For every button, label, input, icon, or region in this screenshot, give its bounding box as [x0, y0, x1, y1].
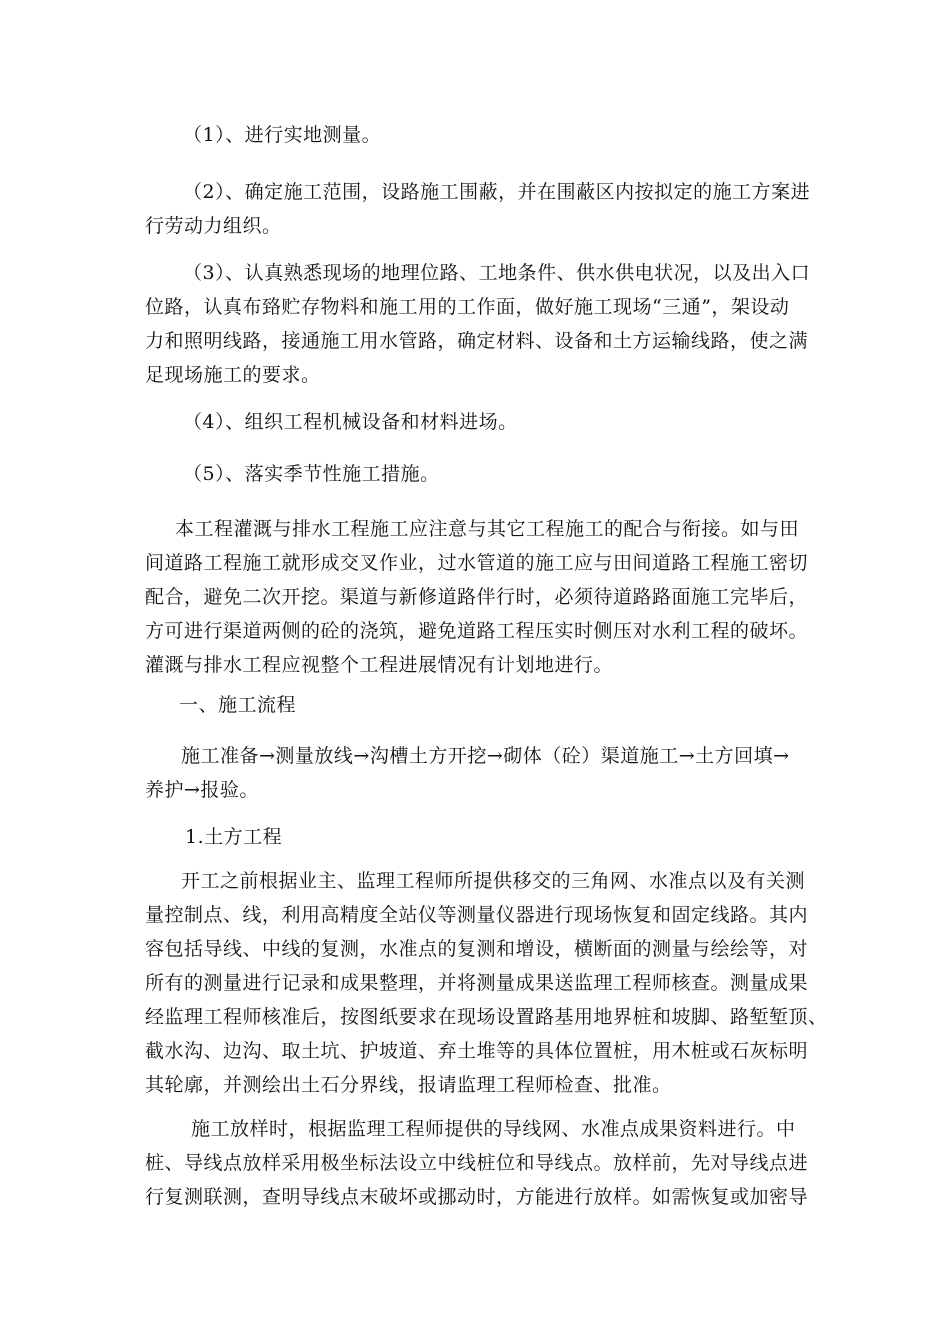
text-line: （4）、组织工程机械设备和材料进场。 — [183, 411, 518, 433]
heading-text: 1.土方工程 — [185, 826, 283, 848]
text-line: 所有的测量进行记录和成果整理，并将测量成果送监理工程师核查。测量成果 — [145, 972, 809, 994]
text-line: 经监理工程师核准后，按图纸要求在现场设置路基用地界桩和坡脚、路堑堑顶、 — [145, 1006, 828, 1028]
section-heading — [145, 688, 825, 722]
text-line: 施工放样时，根据监理工程师提供的导线网、水准点成果资料进行。中 — [191, 1118, 796, 1140]
text-line: 开工之前根据业主、监理工程师所提供移交的三角网、水准点以及有关测 — [181, 870, 806, 892]
step-1-paragraph — [145, 118, 825, 152]
survey-paragraph — [145, 864, 828, 1102]
text-line: （3）、认真熟悉现场的地理位路、工地条件、供水供电状况，以及出入口 — [183, 262, 811, 284]
step-2-paragraph — [145, 175, 825, 243]
coordination-paragraph — [145, 512, 825, 682]
text-line: 施工准备→测量放线→沟槽土方开挖→砌体（砼）渠道施工→土方回填→ — [181, 745, 790, 767]
step-4-paragraph — [145, 405, 825, 439]
heading-text: 一、施工流程 — [179, 694, 297, 716]
text-line: 量控制点、线，利用高精度全站仪等测量仪器进行现场恢复和固定线路。其内 — [145, 904, 809, 926]
step-3-paragraph — [145, 256, 825, 392]
text-line: 行复测联测，查明导线点末破坏或挪动时，方能进行放样。如需恢复或加密导 — [145, 1186, 809, 1208]
text-line: （2）、确定施工范围，设路施工围蔽，并在围蔽区内按拟定的施工方案进 — [183, 181, 811, 203]
text-line: 容包括导线、中线的复测，水准点的复测和增设，横断面的测量与绘绘等，对 — [145, 938, 809, 960]
text-line: 方可进行渠道两侧的砼的浇筑，避免道路工程压实时侧压对水利工程的破坏。 — [145, 620, 809, 642]
text-line: 位路，认真布臵贮存物料和施工用的工作面，做好施工现场“三通”，架设动 — [145, 296, 790, 318]
text-line: （5）、落实季节性施工措施。 — [183, 463, 440, 485]
text-line: 行劳动力组织。 — [145, 215, 282, 237]
text-line: 本工程灌溉与排水工程施工应注意与其它工程施工的配合与衔接。如与田 — [175, 518, 800, 540]
step-5-paragraph — [145, 457, 825, 491]
process-flow-paragraph — [145, 739, 825, 807]
text-line: 其轮廓，并测绘出土石分界线，报请监理工程师检查、批准。 — [145, 1074, 672, 1096]
text-line: 灌溉与排水工程应视整个工程进展情况有计划地进行。 — [145, 654, 614, 676]
text-line: 力和照明线路，接通施工用水管路，确定材料、设备和土方运输线路，使之满 — [145, 330, 809, 352]
text-line: 足现场施工的要求。 — [145, 364, 321, 386]
text-line: 间道路工程施工就形成交叉作业，过水管道的施工应与田间道路工程施工密切 — [145, 552, 809, 574]
text-line: （1）、进行实地测量。 — [183, 124, 382, 146]
subsection-heading — [145, 820, 825, 854]
staking-paragraph — [145, 1112, 825, 1214]
text-line: 配合，避免二次开挖。渠道与新修道路伴行时，必须待道路路面施工完毕后， — [145, 586, 809, 608]
text-line: 养护→报验。 — [145, 779, 259, 801]
text-line: 截水沟、边沟、取土坑、护坡道、弃土堆等的具体位置桩，用木桩或石灰标明 — [145, 1040, 809, 1062]
text-line: 桩、导线点放样采用极坐标法设立中线桩位和导线点。放样前，先对导线点进 — [145, 1152, 809, 1174]
